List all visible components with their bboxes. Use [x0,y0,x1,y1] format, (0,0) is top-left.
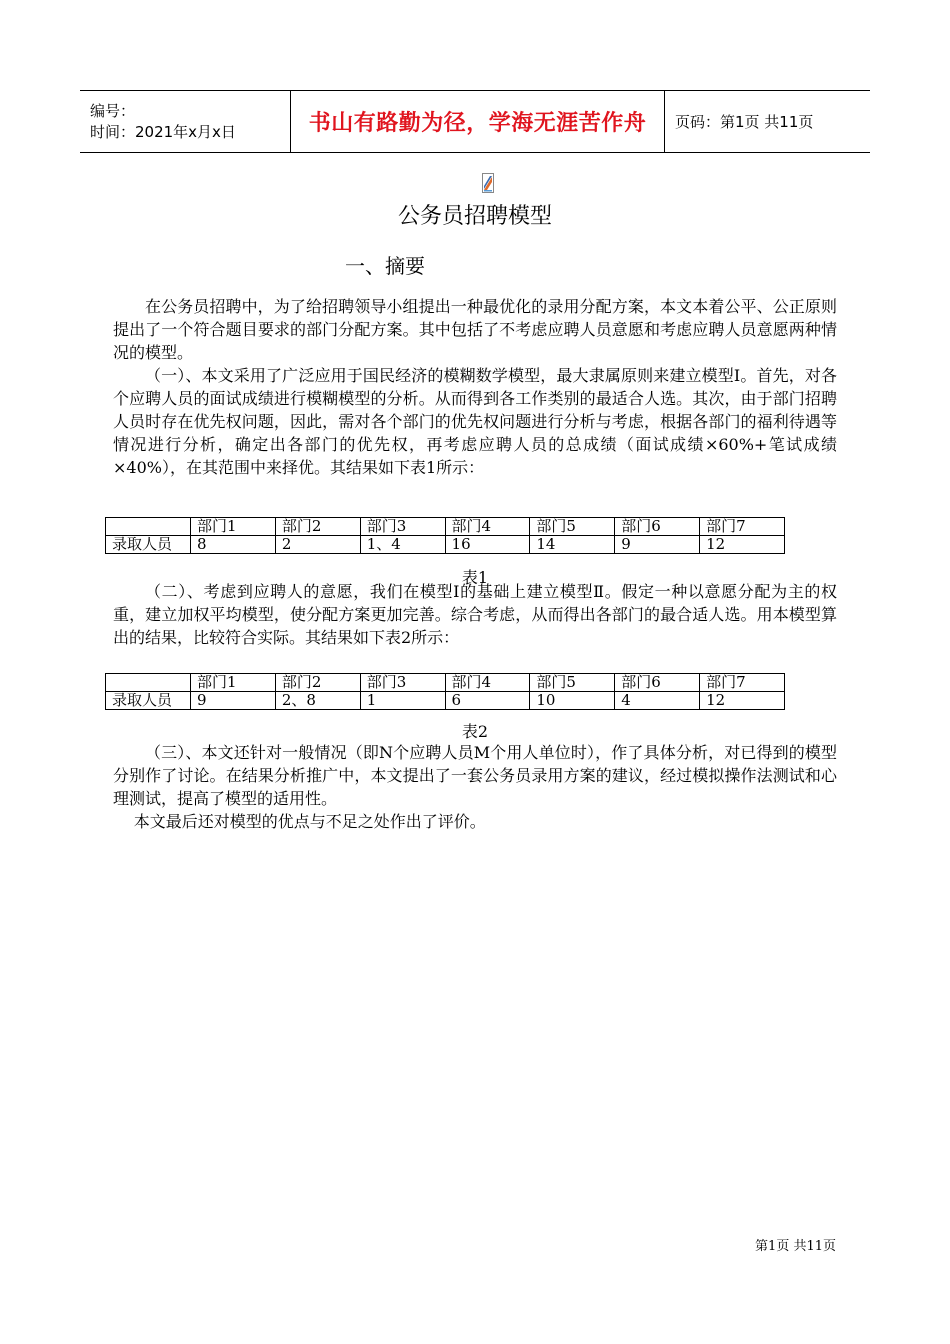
table-cell: 9 [191,692,276,710]
table-cell: 2 [275,536,360,554]
table-header-cell: 部门3 [360,518,445,536]
table-header-cell: 部门1 [191,518,276,536]
table-cell: 16 [445,536,530,554]
table-row [106,536,785,554]
table-cell: 9 [615,536,700,554]
table-header-cell: 部门2 [275,518,360,536]
table-cell: 12 [700,692,785,710]
table-header-cell: 部门6 [615,674,700,692]
table-header-cell: 部门4 [445,674,530,692]
table-header-cell: 部门4 [445,518,530,536]
table-header-row [106,518,785,536]
table-header-cell: 部门3 [360,674,445,692]
table-1-caption: 表1 [461,568,489,587]
paragraph-model-1: （一）、本文采用了广泛应用于国民经济的模糊数学模型，最大隶属原则来建立模型Ⅰ。首先，对各个应聘人员的面试成绩进行模糊模型的分析。从而得到各工作类别的最适合人选。其次，由于部门招聘人员时存在优先权问题，因此，需对各个部门的优先权问题进行分析与考虑，根据各部门的福利待遇等情况进行分析，确定出各部门的优先权，再考虑应聘人员的总成绩（面试成绩×60%+笔试成绩×40%），在其范围中来择优。其结果如下表1所示： [113,366,837,477]
table-row-label: 录取人员 [106,692,191,710]
header-page-info: 页码：第1页 共11页 [675,113,814,131]
document-logo-icon [482,173,494,193]
table-cell: 10 [530,692,615,710]
number-label: 编号： [90,101,136,120]
table-cell: 14 [530,536,615,554]
table-header-cell: 部门6 [615,518,700,536]
motto: 书山有路勤为径，学海无涯苦作舟 [291,91,665,152]
table-row-label: 录取人员 [106,536,191,554]
document-title: 公务员招聘模型 [397,204,552,229]
table-1 [105,517,785,554]
document-header [80,90,870,153]
time-label: 时间：2021年x月x日 [90,122,236,141]
paragraph-model-2: （二）、考虑到应聘人的意愿，我们在模型Ⅰ的基础上建立模型Ⅱ。假定一种以意愿分配为主的权重，建立加权平均模型，使分配方案更加完善。综合考虑，从而得出各部门的最合适人选。用本模型算出的结果，比较符合实际。其结果如下表2所示： [113,582,837,647]
paragraph-conclusion: 本文最后还对模型的优点与不足之处作出了评价。 [133,812,486,831]
table-header-cell: 部门5 [530,674,615,692]
table-header-cell: 部门7 [700,518,785,536]
header-meta [80,91,291,152]
table-cell: 12 [700,536,785,554]
paragraph-intro: 在公务员招聘中，为了给招聘领导小组提出一种最优化的录用分配方案，本文本着公平、公正原则提出了一个符合题目要求的部门分配方案。其中包括了不考虑应聘人员意愿和考虑应聘人员意愿两种情况的模型。 [113,297,837,362]
table-2 [105,673,785,710]
table-cell: 4 [615,692,700,710]
table-row [106,692,785,710]
table-cell: 1、4 [360,536,445,554]
table-header-cell: 部门2 [275,674,360,692]
footer-page-info: 第1页 共11页 [755,1239,836,1254]
section-title: 一、摘要 [345,254,425,278]
table-cell: 1 [360,692,445,710]
table-header-cell: 部门7 [700,674,785,692]
table-corner-cell [106,674,191,692]
table-corner-cell [106,518,191,536]
table-cell: 2、8 [275,692,360,710]
table-cell: 8 [191,536,276,554]
table-cell: 6 [445,692,530,710]
paragraph-general-case: （三）、本文还针对一般情况（即N个应聘人员M个用人单位时），作了具体分析，对已得到的模型分别作了讨论。在结果分析推广中，本文提出了一套公务员录用方案的建议，经过模拟操作法测试和心理测试，提高了模型的适用性。 [113,743,837,808]
table-2-caption: 表2 [461,722,489,741]
table-header-cell: 部门1 [191,674,276,692]
table-header-cell: 部门5 [530,518,615,536]
table-header-row [106,674,785,692]
